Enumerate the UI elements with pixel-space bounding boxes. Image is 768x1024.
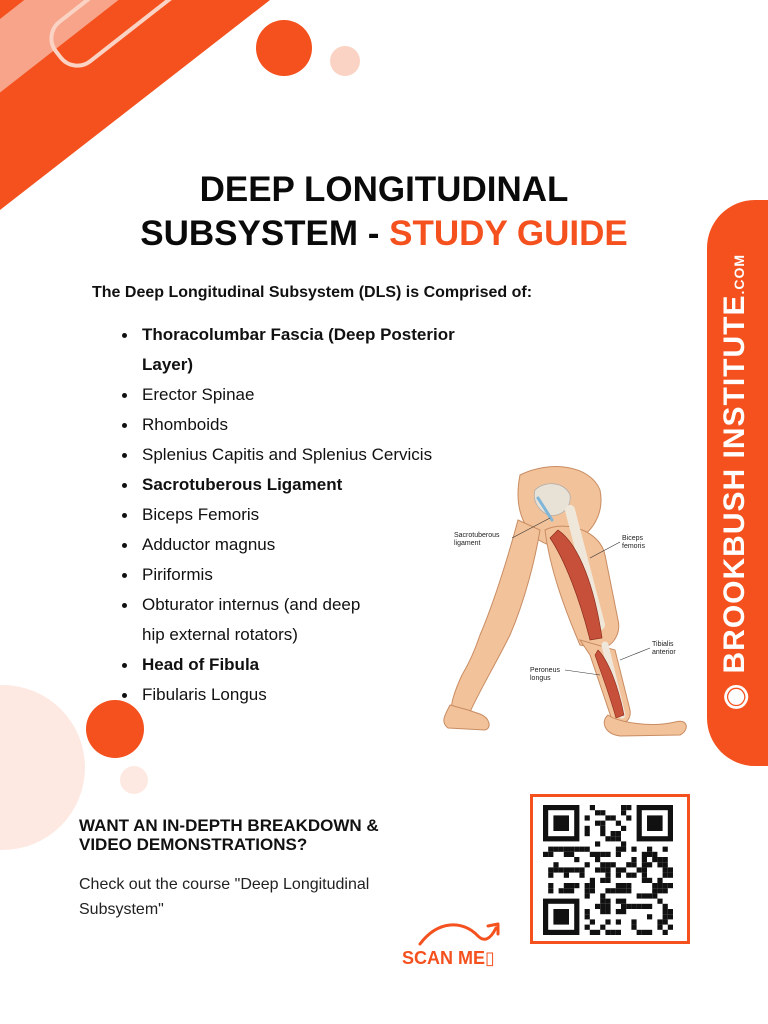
cta-heading bbox=[79, 816, 499, 854]
title-line-2 bbox=[0, 212, 768, 256]
list-item-text: Fibularis Longus bbox=[142, 685, 267, 704]
label-peroneus: Peroneus bbox=[530, 667, 560, 674]
cta-course-text: Check out the course "Deep Longitudinal Subsystem" bbox=[79, 876, 370, 918]
list-item-text: Obturator internus (and deep bbox=[142, 595, 361, 614]
scan-me-text: SCAN ME bbox=[402, 948, 486, 968]
curved-arrow-icon bbox=[418, 918, 502, 952]
list-item-text-continued: hip external rotators) bbox=[142, 625, 298, 644]
label-tibialis: Tibialis bbox=[652, 641, 674, 648]
brand-logo bbox=[717, 222, 757, 742]
list-item bbox=[120, 320, 520, 380]
orange-circle-decoration bbox=[256, 20, 312, 76]
list-item-text: Sacrotuberous Ligament bbox=[142, 475, 343, 494]
list-item-text: Splenius Capitis and Splenius Cervicis bbox=[142, 445, 433, 464]
title-line-1: DEEP LONGITUDINAL bbox=[199, 170, 569, 209]
list-item-text: Biceps Femoris bbox=[142, 505, 260, 524]
phone-icon: ▯ bbox=[485, 948, 495, 968]
small-pale-circle-decoration bbox=[120, 766, 148, 794]
title-prefix: SUBSYSTEM - bbox=[140, 214, 390, 253]
scan-me-label bbox=[402, 948, 495, 969]
brand-suffix: .COM bbox=[731, 253, 747, 295]
pink-circle-decoration bbox=[330, 46, 360, 76]
cta-heading-line-1: WANT AN IN-DEPTH BREAKDOWN & bbox=[79, 816, 379, 835]
list-item-text: Adductor magnus bbox=[142, 535, 276, 554]
list-item-text-continued: Layer) bbox=[142, 355, 194, 374]
list-item-text: Piriformis bbox=[142, 565, 213, 584]
intro-text: The Deep Longitudinal Subsystem (DLS) is Comprised of: bbox=[92, 284, 533, 301]
label-biceps: Biceps bbox=[622, 535, 644, 542]
label-longus: longus bbox=[530, 675, 551, 682]
list-item bbox=[120, 380, 520, 410]
label-anterior: anterior bbox=[652, 649, 676, 656]
title-accent: STUDY GUIDE bbox=[389, 214, 628, 253]
list-item-text: Thoracolumbar Fascia (Deep Posterior bbox=[142, 325, 455, 344]
list-item-text: Head of Fibula bbox=[142, 655, 260, 674]
label-femoris: femoris bbox=[622, 543, 645, 550]
cta-heading-line-2: VIDEO DEMONSTRATIONS? bbox=[79, 835, 308, 854]
qr-code-pattern bbox=[543, 805, 677, 935]
globe-icon: ◉ bbox=[718, 682, 751, 711]
leg-anatomy-illustration bbox=[440, 460, 695, 750]
qr-code[interactable] bbox=[530, 794, 690, 944]
pale-circle-decoration bbox=[0, 685, 85, 850]
label-sacrotuberous: Sacrotuberous bbox=[454, 532, 500, 539]
label-ligament: ligament bbox=[454, 540, 481, 547]
brand-name: BROOKBUSH INSTITUTE bbox=[718, 294, 751, 674]
list-item-text: Erector Spinae bbox=[142, 385, 255, 404]
list-item bbox=[120, 410, 520, 440]
page-title bbox=[0, 168, 768, 256]
list-item-text: Rhomboids bbox=[142, 415, 228, 434]
